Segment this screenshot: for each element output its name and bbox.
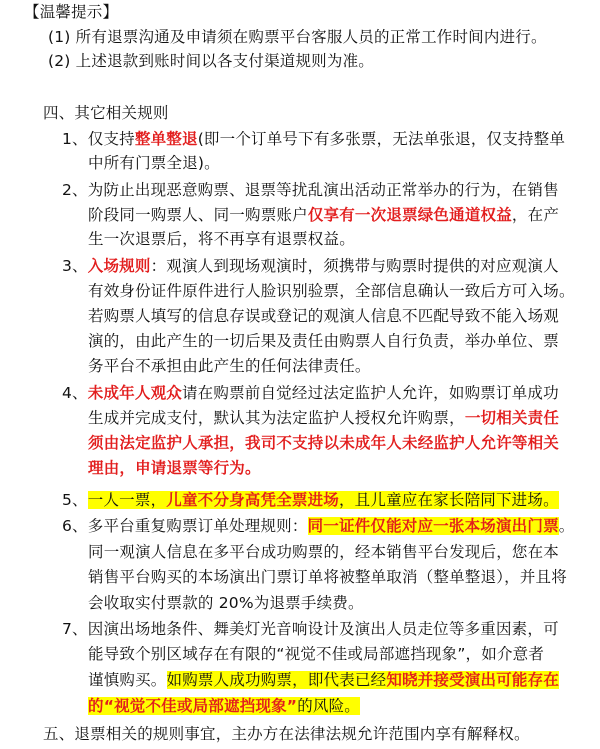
rule-4-line-2 bbox=[88, 406, 559, 430]
rule-5-emphasis: 儿童不分身高凭全票进场 bbox=[166, 491, 339, 509]
tips-heading: 【温馨提示】 bbox=[24, 3, 119, 21]
rule-3-line-5: 务平台不承担由此产生的任何法律责任。 bbox=[88, 357, 371, 375]
rule-2-line-1 bbox=[62, 178, 559, 202]
rule-7-emphasis: 知晓并接受演出可能存在 bbox=[386, 671, 560, 689]
rule-5-line-1 bbox=[62, 488, 559, 512]
rule-4-text-pre: 生成并完成支付，默认其为法定监护人授权允许购票， bbox=[88, 409, 465, 427]
rule-3-emphasis: 入场规则 bbox=[87, 257, 151, 275]
rule-2-text: 为防止出现恶意购票、退票等扰乱演出活动正常举办的行为，在销售 bbox=[87, 181, 559, 199]
rule-1-number: 1、 bbox=[62, 130, 88, 148]
rule-2-emphasis: 仅享有一次退票绿色通道权益 bbox=[307, 206, 512, 224]
rule-6-text-post: 。 bbox=[558, 517, 575, 535]
rule-6-text-pre: 多平台重复购票订单处理规则： bbox=[87, 517, 308, 535]
rule-3-line-1 bbox=[62, 254, 559, 278]
rule-5-number: 5、 bbox=[62, 491, 88, 509]
rule-7-number: 7、 bbox=[62, 620, 88, 638]
rule-7-text-a: 谨慎购买。 bbox=[88, 671, 167, 689]
rule-3-line-4: 演的，由此产生的一切后果及责任由购票人自行负责，举办单位、票 bbox=[88, 332, 560, 350]
section-4-heading: 四、其它相关规则 bbox=[43, 104, 169, 122]
rule-7-line-1 bbox=[62, 617, 559, 641]
rule-7-emphasis-2: 的“视觉不佳或局部遮挡现象” bbox=[88, 697, 298, 715]
rule-2-text-pre: 阶段同一购票人、同一购票账户 bbox=[88, 206, 308, 224]
rule-1-emphasis: 整单整退 bbox=[134, 130, 198, 148]
rule-4-emphasis: 未成年人观众 bbox=[87, 384, 182, 402]
rule-6-emphasis: 同一证件仅能对应一张本场演出门票 bbox=[307, 517, 559, 535]
rule-4-emphasis-2: 一切相关责任 bbox=[464, 409, 560, 427]
rule-1-text: 仅支持 bbox=[87, 130, 135, 148]
rule-3-number: 3、 bbox=[62, 257, 88, 275]
rule-1-text-post: (即一个订单号下有多张票，无法单张退，仅支持整单 bbox=[197, 130, 566, 148]
rule-6-line-4: 会收取实付票款的 20%为退票手续费。 bbox=[88, 594, 364, 612]
rule-2-line-3: 生一次退票后，将不再享有退票权益。 bbox=[88, 230, 355, 248]
rule-1-line-1 bbox=[62, 127, 565, 151]
rule-7-text-post: 的风险。 bbox=[297, 697, 360, 715]
rule-6-line-1 bbox=[62, 514, 574, 538]
tips-item-2: (2) 上述退款到账时间以各支付渠道规则为准。 bbox=[48, 52, 374, 70]
rule-6-line-2: 同一观演人信息在多平台成功购票的，经本销售平台发现后，您在本 bbox=[88, 543, 560, 561]
rule-6-number: 6、 bbox=[62, 517, 88, 535]
tips-item-1: (1) 所有退票沟通及申请须在购票平台客服人员的正常工作时间内进行。 bbox=[48, 28, 547, 46]
rule-7-line-2: 能导致个别区域存在有限的“视觉不佳或局部遮挡现象”，如介意者 bbox=[88, 645, 545, 663]
rule-4-line-3: 须由法定监护人承担，我司不支持以未成年人未经监护人允许等相关 bbox=[88, 434, 560, 452]
rule-7-text: 因演出场地条件、舞美灯光音响设计及演出人员走位等多重因素，可 bbox=[87, 620, 559, 638]
rule-4-line-4: 理由，申请退票等行为。 bbox=[88, 459, 261, 477]
rule-3-text: ：观演人到现场观演时，须携带与购票时提供的对应观演人 bbox=[150, 257, 559, 275]
section-5-text: 五、退票相关的规则事宜，主办方在法律法规允许范围内享有解释权。 bbox=[43, 725, 530, 743]
rule-4-line-1 bbox=[62, 381, 559, 405]
rule-5-text-pre: 一人一票， bbox=[87, 491, 167, 509]
rule-2-text-post: ，在产 bbox=[511, 206, 560, 224]
rule-4-number: 4、 bbox=[62, 384, 88, 402]
rule-2-number: 2、 bbox=[62, 181, 88, 199]
rule-7-line-4 bbox=[88, 694, 360, 718]
rule-6-line-3: 销售平台购买的本场演出门票订单将被整单取消（整单整退），并且将 bbox=[88, 568, 567, 586]
rule-5-text-post: ，且儿童应在家长陪同下进场。 bbox=[338, 491, 559, 509]
rule-7-line-3 bbox=[88, 668, 559, 692]
rule-7-text-b: 如购票人成功购票，即代表已经 bbox=[166, 671, 387, 689]
rule-2-line-2 bbox=[88, 203, 559, 227]
rule-3-line-3: 若购票人填写的信息存误或登记的观演人信息不匹配导致不能入场观 bbox=[88, 307, 560, 325]
rule-4-text: 请在购票前自觉经过法定监护人允许，如购票订单成功 bbox=[181, 384, 559, 402]
rule-3-line-2: 有效身份证件原件进行人脸识别验票，全部信息确认一致后方可入场。 bbox=[88, 282, 575, 300]
rule-1-line-2: 中所有门票全退)。 bbox=[88, 154, 220, 172]
